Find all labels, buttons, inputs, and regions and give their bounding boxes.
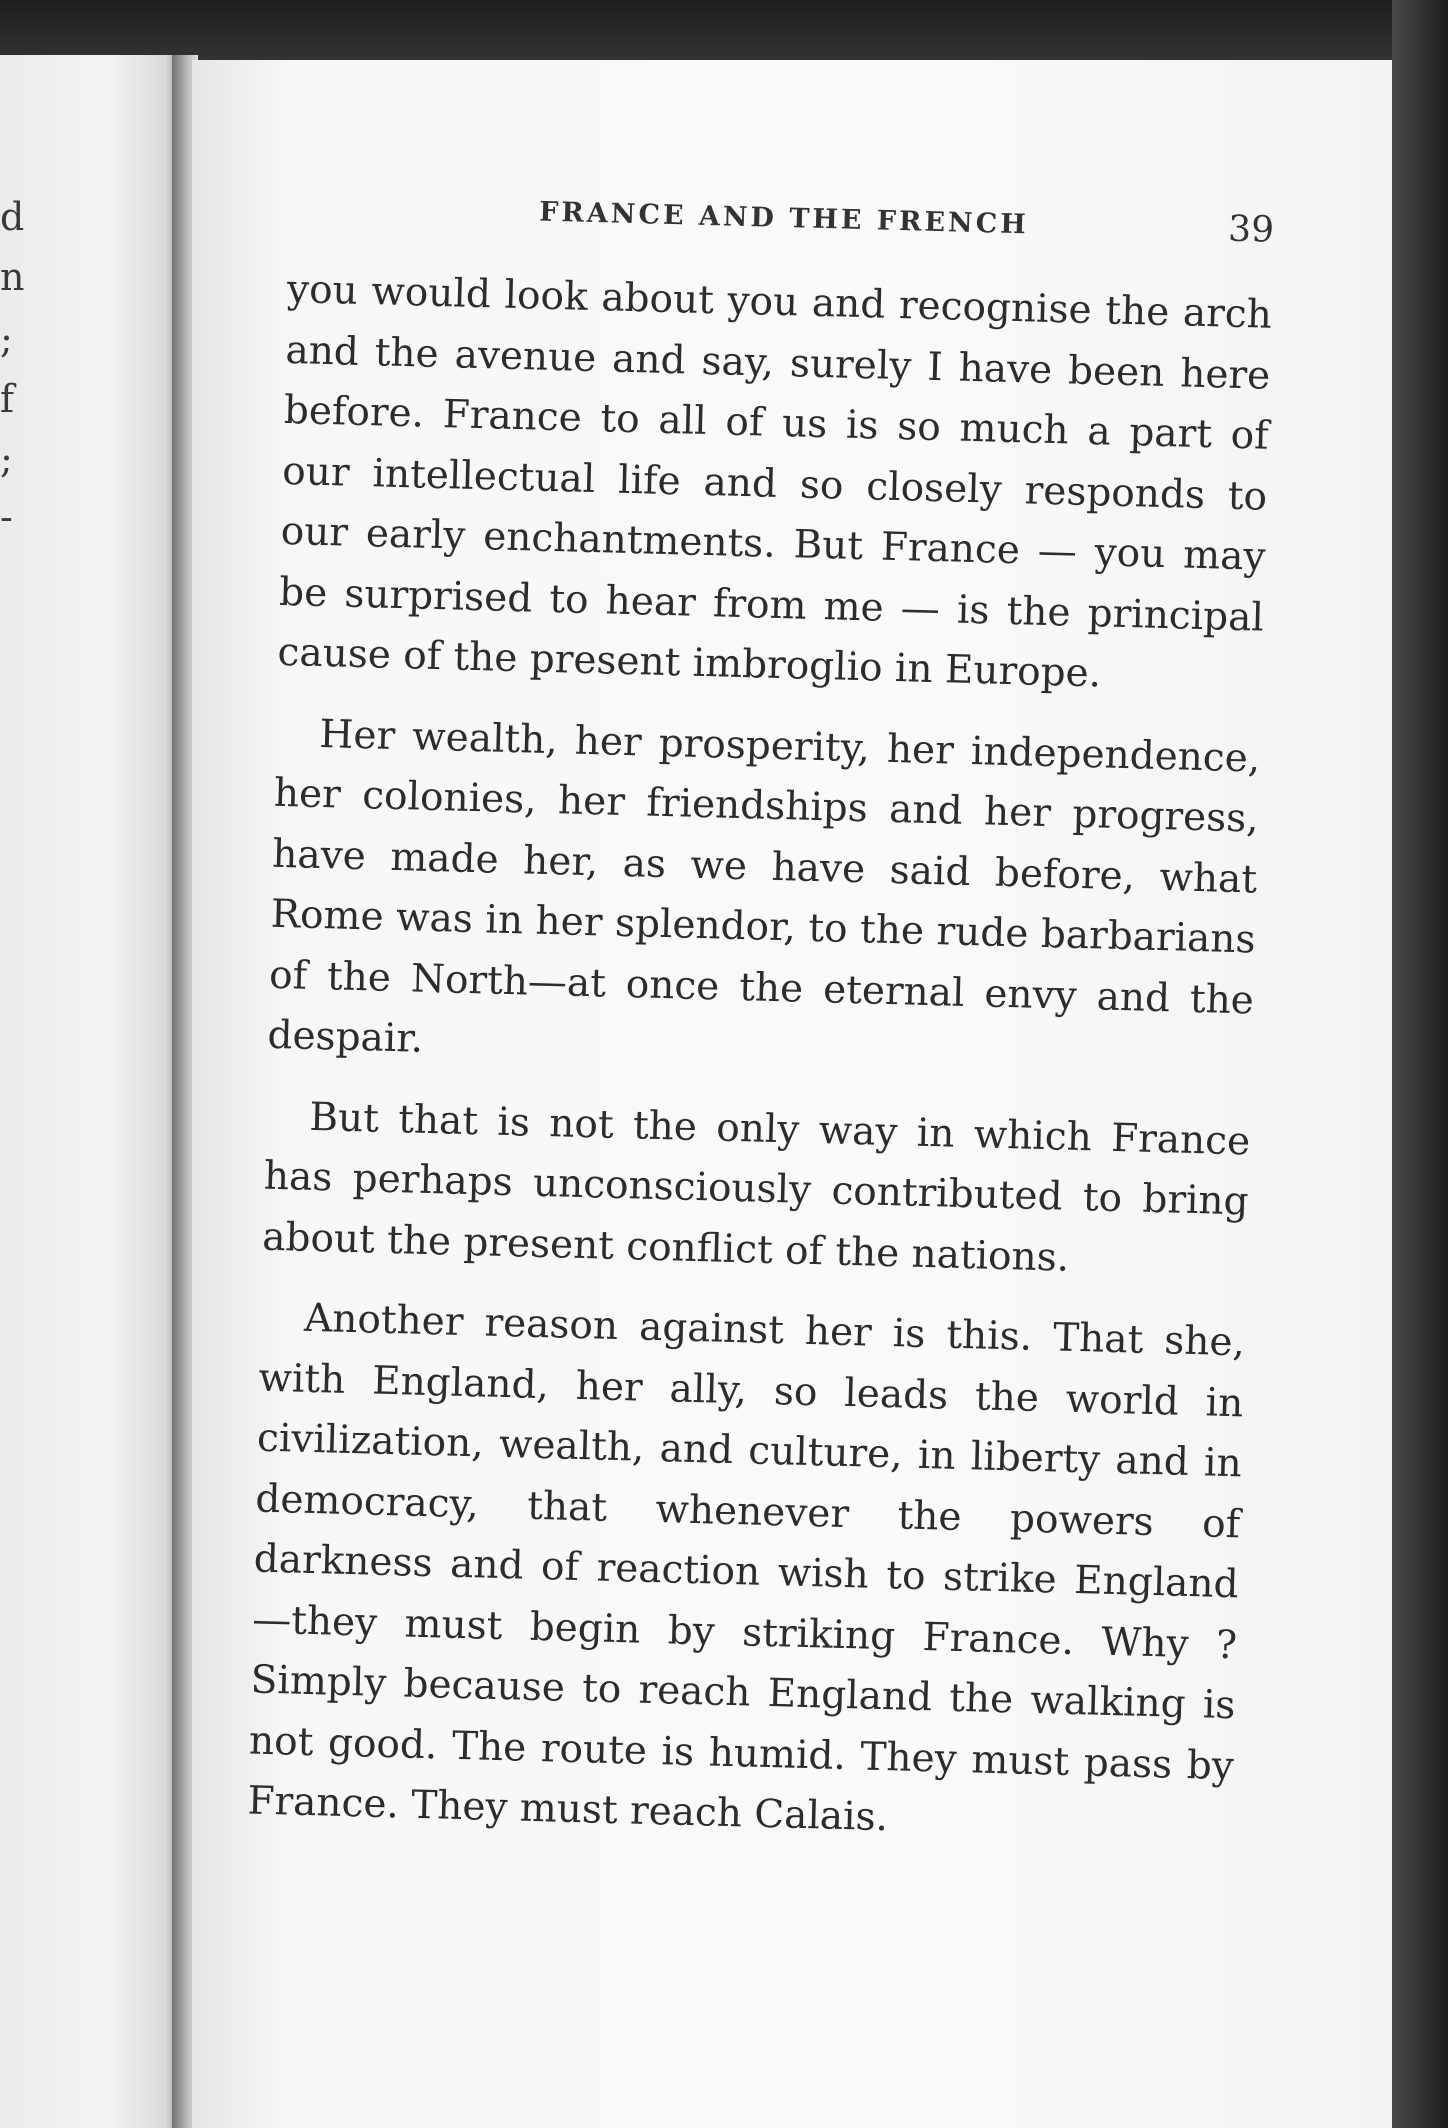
left-page-fragment: - [0,495,13,539]
left-facing-page [0,55,180,2128]
page-number: 39 [1227,208,1275,251]
paragraph: Her wealth, her prosperity, her independence, her colonies, her friendships and her progress, have made her, as we have said before, what Rome was in her splendor, to the rude barbarians of the North—at once the eternal envy and the despair. [267,711,1261,1062]
paragraph: you would look about you and recognise the arch and the avenue and say, surely I have been here before. France to all of us is so much a part of our intellectual life and so closely responds to our early enchantments. But France — you may be surprised to hear from me — is the principal cause of the present imbroglio in Europe. [277,266,1273,697]
paragraph: But that is not the only way in which France has perhaps unconsciously contributed to bring about the present conflict of the nations. [261,1094,1251,1281]
left-page-fragment: f [0,377,15,421]
paragraph: Another reason against her is this. That she, with England, her ally, so leads the world in civilization, wealth, and culture, in liberty and in democracy, that whenever the powers of darkness and of reaction wish to strike England—they must begin by striking France. Why ? Simply because to reach England the walking is not good. The route is humid. They must pass by France. They must reach Calais. [246,1295,1246,1841]
left-page-fragment: ; [0,437,13,481]
page-content [247,180,1275,1858]
binding-edge [1392,0,1448,2128]
left-page-fragment: ; [0,317,13,361]
left-page-fragment: n [0,255,25,299]
left-page-fragment: d [0,195,25,239]
running-title: FRANCE AND THE FRENCH [538,196,1030,241]
